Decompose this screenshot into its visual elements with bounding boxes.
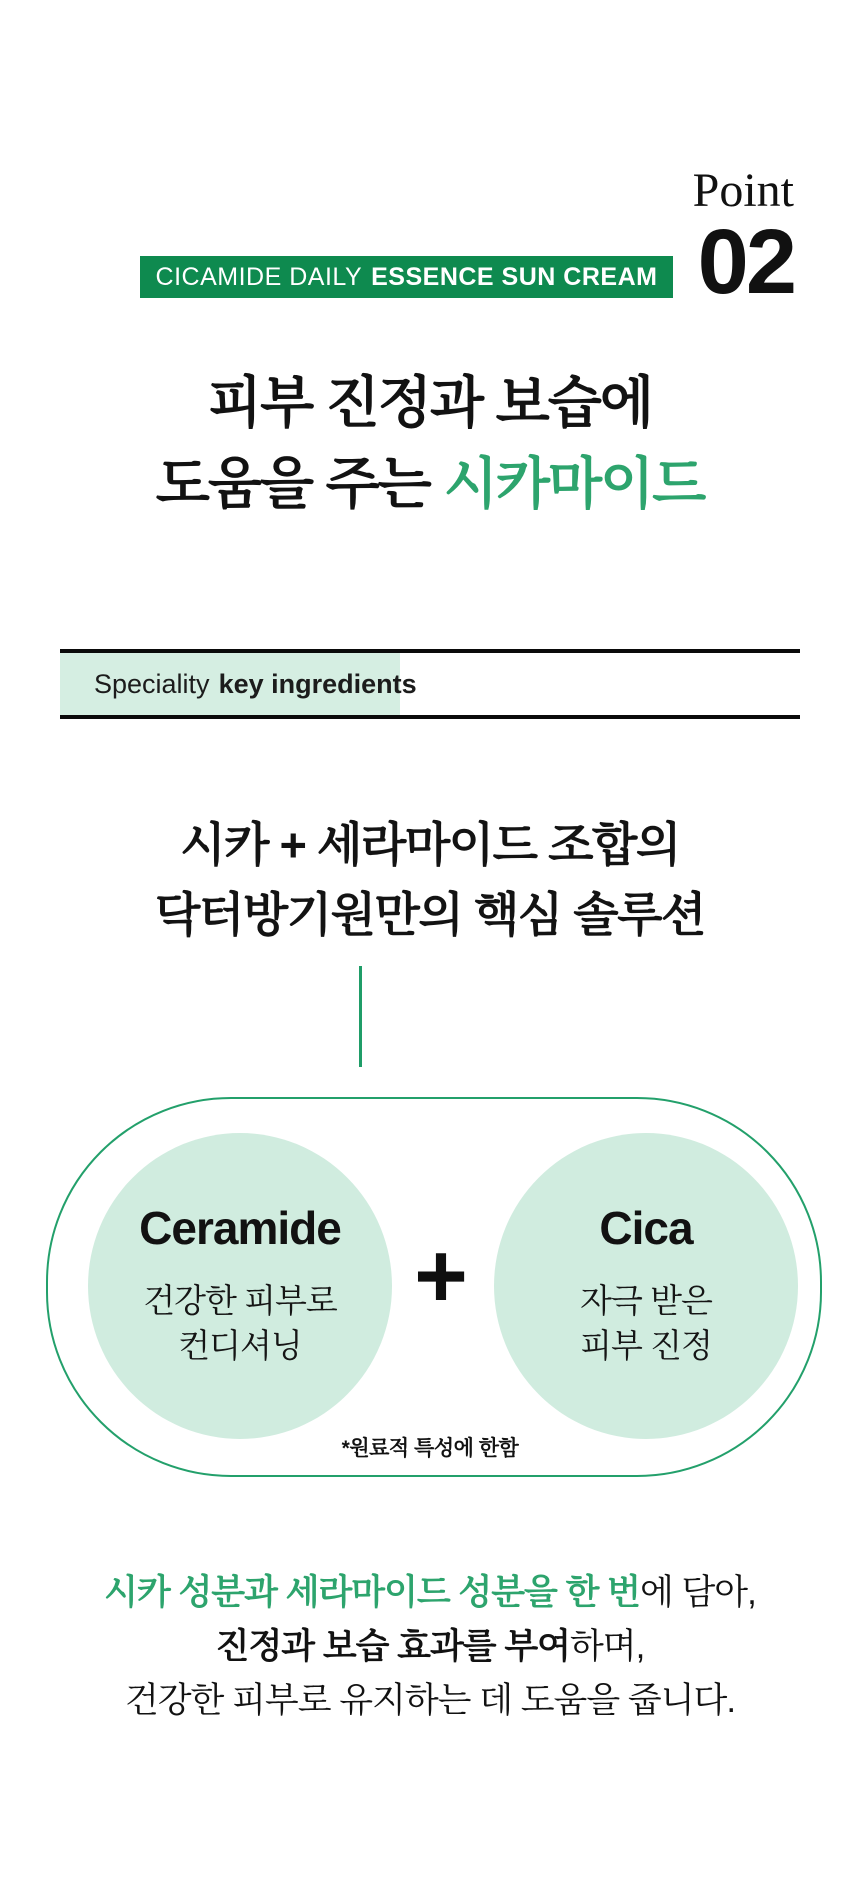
cica-circle bbox=[494, 1133, 798, 1439]
subtitle-line1: 시카 + 세라마이드 조합의 bbox=[180, 818, 680, 871]
paragraph-line1-accent: 시카 성분과 세라마이드 성분을 한 번 bbox=[104, 1573, 640, 1612]
ceramide-circle bbox=[88, 1133, 392, 1439]
banner-text-bold: ESSENCE SUN CREAM bbox=[371, 262, 658, 291]
divider-bottom-rule bbox=[60, 715, 800, 719]
paragraph-line2-bold: 진정과 보습 효과를 부여 bbox=[215, 1627, 570, 1666]
section-divider bbox=[60, 649, 800, 719]
diagram-footnote: *원료적 특성에 한함 bbox=[341, 1437, 519, 1460]
paragraph-line3: 건강한 피부로 유지하는 데 도움을 줍니다. bbox=[124, 1681, 736, 1720]
headline-line2-prefix: 도움을 주는 bbox=[155, 452, 430, 515]
paragraph-line2 bbox=[0, 1620, 860, 1674]
ceramide-desc-line1: 건강한 피부로 bbox=[143, 1281, 337, 1319]
product-name-banner bbox=[140, 256, 673, 298]
headline-line1: 피부 진정과 보습에 bbox=[208, 371, 652, 434]
headline bbox=[0, 362, 860, 524]
subtitle bbox=[0, 810, 860, 950]
point-number: 02 bbox=[697, 211, 794, 314]
cica-desc-line1: 자극 받은 bbox=[580, 1281, 712, 1319]
ceramide-desc-line2: 컨디셔닝 bbox=[178, 1327, 302, 1365]
cica-desc-line2: 피부 진정 bbox=[580, 1327, 712, 1365]
section-label-bold: key ingredients bbox=[218, 668, 417, 699]
paragraph-line2-rest: 하며, bbox=[569, 1627, 645, 1666]
paragraph-line1-rest: 에 담아, bbox=[639, 1573, 756, 1612]
ceramide-desc bbox=[143, 1278, 336, 1369]
headline-line2 bbox=[0, 443, 860, 524]
cica-desc bbox=[580, 1278, 712, 1369]
paragraph-line1 bbox=[0, 1566, 860, 1620]
headline-line2-accent: 시카마이드 bbox=[443, 452, 705, 515]
plus-icon: + bbox=[414, 1225, 468, 1327]
subtitle-line2: 닥터방기원만의 핵심 솔루션 bbox=[155, 888, 705, 941]
banner-text-regular: CICAMIDE DAILY bbox=[155, 262, 363, 291]
description-paragraph bbox=[0, 1566, 860, 1728]
point-header bbox=[692, 164, 794, 314]
ceramide-title: Ceramide bbox=[139, 1202, 341, 1255]
section-label-box bbox=[60, 653, 417, 715]
section-label-light: Speciality bbox=[94, 668, 210, 699]
connector-line bbox=[359, 966, 362, 1067]
cica-title: Cica bbox=[599, 1202, 693, 1255]
point-label: Point bbox=[692, 164, 794, 217]
